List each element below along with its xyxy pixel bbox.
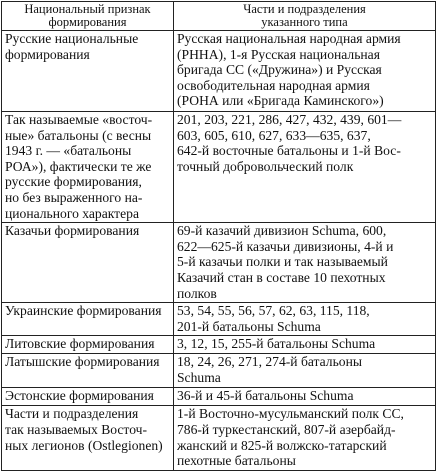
table-row-ukrainian bbox=[2, 303, 436, 336]
row-ukrainian-units: 53, 54, 55, 56, 57, 62, 63, 115, 118, 201-й батальоны Schuma bbox=[174, 303, 436, 336]
header-national-attribute: Национальный признак формирования bbox=[2, 2, 174, 31]
row-ostlegionen-units: 1-й Восточно-мусульманский полк СС, 786-й туркестанский, 807-й азербайд- жанский и 825-й волжско-татарский пехотные батальоны bbox=[174, 406, 436, 470]
row-cossack-formation: Казачьи формирования bbox=[2, 223, 174, 303]
table-row-eastern-battalions bbox=[2, 112, 436, 223]
row-estonian-units: 36-й и 45-й батальоны Schuma bbox=[174, 388, 436, 406]
row-eastern-formation: Так называемые «восточ- ные» батальоны (с весны 1943 г. — «батальоны РОА»), фактически те же русские формирования, но без выраженного на- ционального характера bbox=[2, 112, 174, 223]
table-header-row bbox=[2, 2, 436, 31]
table-row-cossack bbox=[2, 223, 436, 303]
row-cossack-units: 69-й казачий дивизион Schuma, 600, 622—625-й казачьи дивизионы, 4-й и 5-й казачьи полки и так называемый Казачий стан в составе 10 пехотных полков bbox=[174, 223, 436, 303]
table-row-ostlegionen bbox=[2, 406, 436, 470]
row-eastern-units: 201, 203, 221, 286, 427, 432, 439, 601— 603, 605, 610, 627, 633—635, 637, 642-й восточные батальоны и 1-й Вос- точный добровольческий полк bbox=[174, 112, 436, 223]
table-row-russian bbox=[2, 31, 436, 112]
row-russian-units: Русская национальная народная армия (РННА), 1-я Русская национальная бригада СС («Дружина») и Русская освободительная народная армия (РОНА или «Бригада Каминского») bbox=[174, 31, 436, 112]
row-ukrainian-formation: Украинские формирования bbox=[2, 303, 174, 336]
row-latvian-formation: Латышские формирования bbox=[2, 354, 174, 388]
table-row-lithuanian bbox=[2, 336, 436, 354]
row-ostlegionen-formation: Части и подразделения так называемых Восточ- ных легионов (Ostlegionen) bbox=[2, 406, 174, 470]
row-latvian-units: 18, 24, 26, 271, 274-й батальоны Schuma bbox=[174, 354, 436, 388]
header-units-of-type: Части и подразделения указанного типа bbox=[174, 2, 436, 31]
row-lithuanian-formation: Литовские формирования bbox=[2, 336, 174, 354]
row-estonian-formation: Эстонские формирования bbox=[2, 388, 174, 406]
table-row-latvian bbox=[2, 354, 436, 388]
row-russian-formation: Русские национальные формирования bbox=[2, 31, 174, 112]
table-row-estonian bbox=[2, 388, 436, 406]
row-lithuanian-units: 3, 12, 15, 255-й батальоны Schuma bbox=[174, 336, 436, 354]
formations-table bbox=[1, 1, 436, 471]
